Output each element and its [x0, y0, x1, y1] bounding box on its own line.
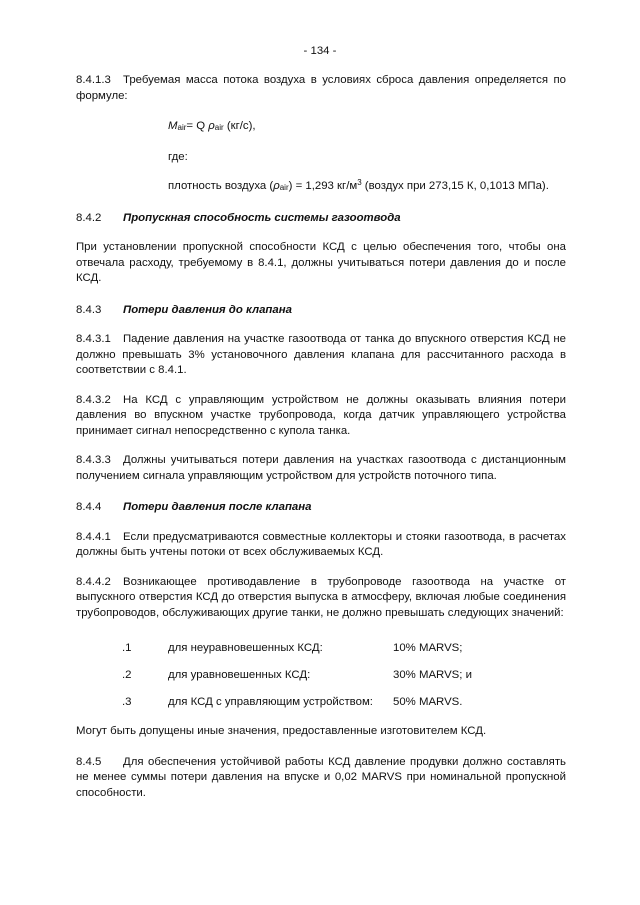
list-item-label: для уравновешенных КСД:	[168, 669, 311, 681]
section-title: Потери давления до клапана	[123, 303, 292, 316]
density-post: (воздух при 273,15 К, 0,1013 МПа).	[361, 180, 549, 192]
formula-m-sub: air	[177, 123, 187, 132]
clause-number: 8.4.3.3	[76, 454, 111, 466]
section-number: 8.4.3	[76, 303, 102, 316]
formula-m: M	[168, 120, 178, 132]
clause-number: 8.4.4.1	[76, 530, 111, 543]
list-item-value: 30% MARVS; и	[393, 669, 472, 681]
section-title: Потери давления после клапана	[123, 501, 312, 513]
formula-unit: (кг/с),	[223, 120, 256, 132]
clause-text: Возникающее противодавление в трубопроводе газоотвода на участке от выпускного отверстия КСД до отверстия выпуска в атмосферу, включая любые соединения трубопроводов, обслуживающих другие танки, не должно превышать следующих значений:	[76, 575, 566, 619]
list-item	[76, 641, 566, 656]
list-item-number: .2	[122, 669, 132, 681]
clause-text: На КСД с управляющим устройством не должны оказывать влияния потери давления во впускном участке трубопровода, когда датчик управляющего устройства принимает сигнал непосредственно с купола танка.	[76, 393, 566, 437]
clause-number: 8.4.3.1	[76, 333, 111, 345]
density-rho: ρ	[273, 180, 280, 192]
list-item-value: 10% MARVS;	[393, 642, 463, 654]
density-rho-sub: air	[279, 183, 289, 192]
clause-number: 8.4.4.2	[76, 575, 111, 588]
formula-rho-sub: air	[214, 123, 224, 132]
list-item-label: для неуравновешенных КСД:	[168, 642, 323, 654]
clause-text: Должны учитываться потери давления на участках газоотвода с дистанционным получением сигнала управляющим устройством для устройств поточного типа.	[76, 454, 566, 482]
page-number: - 134 -	[303, 45, 337, 57]
clause-number: 8.4.3.2	[76, 393, 111, 406]
paragraph-8-4-3-2	[76, 393, 566, 440]
clause-text: Падение давления на участке газоотвода от танка до впускного отверстия КСД не должно превышать 3% установочного давления клапана для рассчитанного расхода в соответствии с 8.4.1.	[76, 333, 566, 376]
document-body	[76, 73, 566, 801]
paragraph-note: Могут быть допущены иные значения, предоставленные изготовителем КСД.	[76, 725, 487, 737]
density-sup: 3	[357, 178, 362, 187]
section-title: Пропускная способность системы газоотвода	[123, 211, 401, 224]
density-mid: ) = 1,293 кг/м	[288, 180, 358, 192]
paragraph-8-4-1-3	[76, 73, 566, 104]
section-number: 8.4.4	[76, 501, 102, 513]
backpressure-limits-list	[76, 641, 566, 710]
paragraph-8-4-5	[76, 755, 566, 802]
section-number: 8.4.2	[76, 211, 102, 224]
list-item	[76, 695, 566, 710]
clause-number: 8.4.5	[76, 755, 102, 768]
paragraph-8-4-4-1	[76, 530, 566, 561]
formula-rho: ρ	[208, 120, 215, 132]
where-label: где:	[168, 150, 188, 163]
list-item-number: .3	[122, 696, 132, 708]
list-item-value: 50% MARVS.	[393, 696, 463, 708]
heading-8-4-2	[76, 211, 566, 227]
clause-text: Если предусматриваются совместные коллекторы и стояки газоотвода, в расчетах должны быть учтены потоки от всех обслуживаемых КСД.	[76, 530, 566, 558]
heading-8-4-4	[76, 500, 566, 516]
density-pre: плотность воздуха (	[168, 180, 274, 192]
list-item-label: для КСД с управляющим устройством:	[168, 696, 373, 708]
clause-text: Для обеспечения устойчивой работы КСД давление продувки должно составлять не менее суммы потери давления на впуске и 0,02 MARVS при номинальной пропускной способности.	[76, 755, 566, 799]
clause-text: Требуемая масса потока воздуха в условиях сброса давления определяется по формуле:	[76, 74, 566, 102]
mass-flow-formula	[168, 119, 566, 135]
list-item-number: .1	[122, 642, 132, 654]
paragraph-8-4-3-1	[76, 332, 566, 379]
heading-8-4-3	[76, 303, 566, 319]
list-item	[76, 668, 566, 683]
paragraph-8-4-4-2	[76, 575, 566, 622]
formula-eq: = Q	[186, 120, 209, 132]
paragraph-8-4-3-3	[76, 453, 566, 484]
air-density-line	[168, 179, 566, 195]
clause-number: 8.4.1.3	[76, 74, 111, 86]
paragraph-8-4-2: При установлении пропускной способности КСД с целью обеспечения того, чтобы она отвечала расходу, требуемому в 8.4.1, должны учитываться потери давления до и после КСД.	[76, 241, 566, 284]
